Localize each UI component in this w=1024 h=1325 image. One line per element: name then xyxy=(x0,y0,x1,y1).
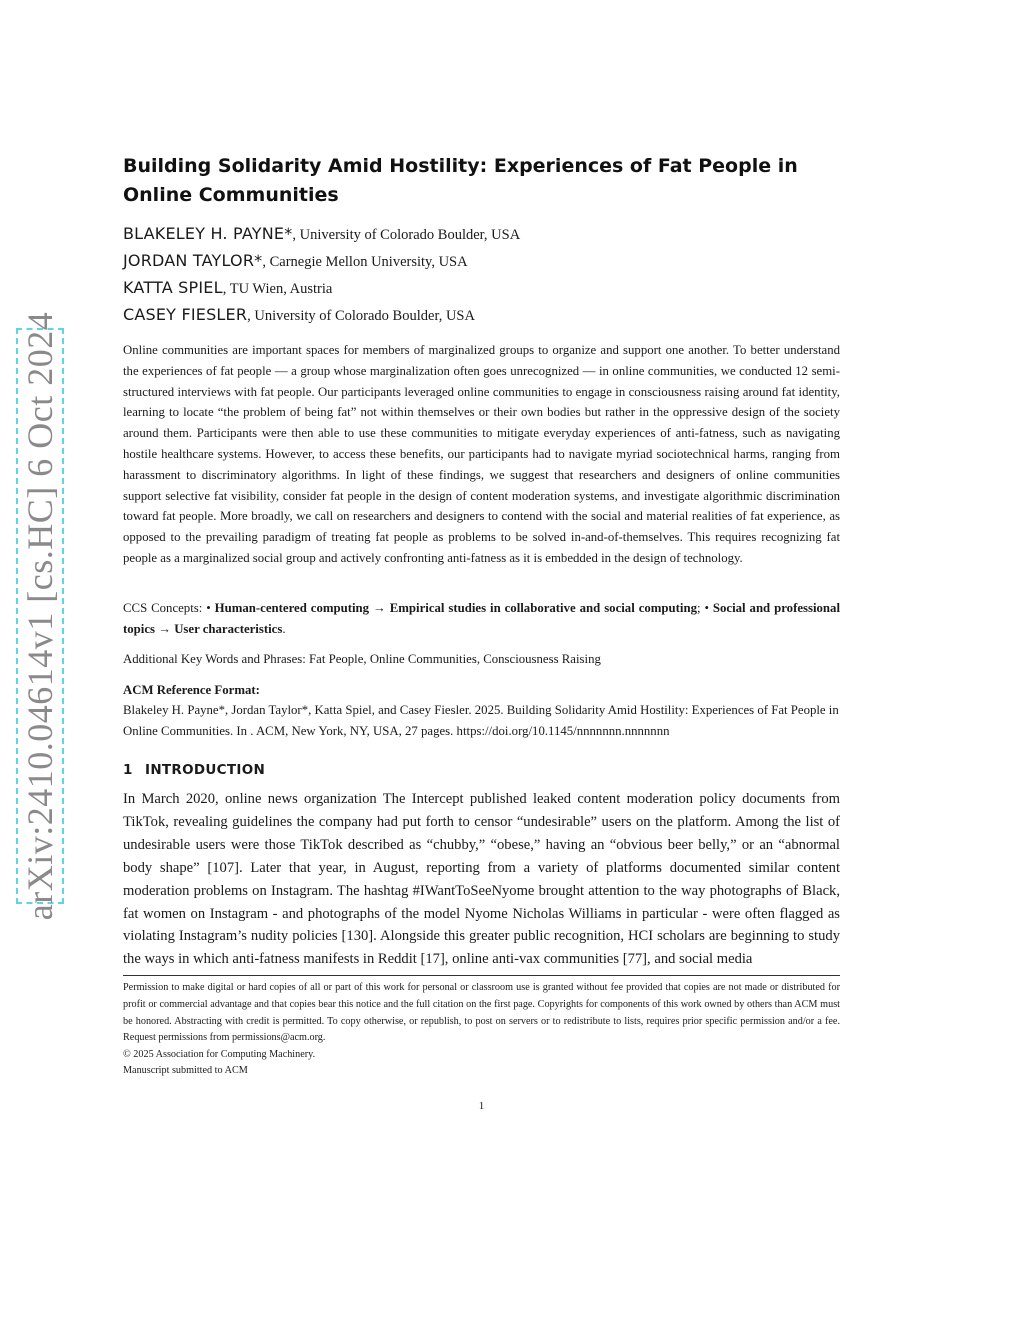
footer-divider xyxy=(123,975,840,976)
section-heading xyxy=(123,759,840,781)
author-name: JORDAN TAYLOR* xyxy=(123,251,263,270)
arxiv-stamp xyxy=(16,311,64,921)
ccs-concept-secondary: Social and professional topics → User characteristics xyxy=(123,601,840,636)
ccs-concept-primary: Human-centered computing → Empirical studies in collaborative and social computing xyxy=(214,601,697,615)
keywords: Additional Key Words and Phrases: Fat People, Online Communities, Consciousness Raising xyxy=(123,652,601,666)
reference-format-heading: ACM Reference Format: xyxy=(123,683,260,697)
page-number: 1 xyxy=(478,1100,485,1112)
section-title: INTRODUCTION xyxy=(145,762,266,778)
author-entry xyxy=(123,303,840,330)
ccs-concepts xyxy=(123,598,840,640)
arxiv-id: arXiv:2410.04614v1 [cs.HC] 6 Oct 2024 xyxy=(20,311,61,921)
author-name: CASEY FIESLER xyxy=(123,305,248,324)
author-affiliation: , TU Wien, Austria xyxy=(222,281,333,297)
author-name: BLAKELEY H. PAYNE* xyxy=(123,224,293,243)
author-name: KATTA SPIEL xyxy=(123,278,223,297)
author-affiliation: , Carnegie Mellon University, USA xyxy=(262,254,468,270)
author-entry xyxy=(123,276,840,303)
permission-notice: Permission to make digital or hard copies of all or part of this work for personal or classroom use is granted without fee provided that copies are not made or distributed for profit or commercial advantage and that copies bear this notice and the full citation on the first page. Copyrights for components of this work owned by others than ACM must be honored. Abstracting with credit is permitted. To copy otherwise, or republish, to post on servers or to redistribute to lists, requires prior specific permission and/or a fee. Request permissions from permissions@acm.org. xyxy=(123,982,840,1044)
author-entry xyxy=(123,222,840,249)
copyright-notice: © 2025 Association for Computing Machinery. xyxy=(123,1049,316,1060)
manuscript-note: Manuscript submitted to ACM xyxy=(123,1065,248,1076)
section-number: 1 xyxy=(123,762,133,778)
author-list xyxy=(123,222,840,330)
reference-format-text: Blakeley H. Payne*, Jordan Taylor*, Katta Spiel, and Casey Fiesler. 2025. Building Solidarity Amid Hostility: Experiences of Fat People in Online Communities. In . ACM, New York, NY, USA, 27 pages. https://doi.org/10.1145/nnnnnnn.nnnnnnn xyxy=(123,703,839,738)
abstract: Online communities are important spaces for members of marginalized groups to organize and support one another. To better understand the experiences of fat people — a group whose marginalization often goes unrecognized — in online communities, we conducted 12 semi-structured interviews with fat people. Our participants leveraged online communities to engage in consciousness raising around fat identity, learning to locate “the problem of being fat” not within themselves or their own bodies but rather in the oppressive design of the society around them. Participants were then able to use these communities to mitigate everyday experiences of anti-fatness, such as navigating hostile healthcare systems. However, to access these benefits, our participants had to navigate myriad sociotechnical harms, ranging from harassment to discriminatory algorithms. In light of these findings, we suggest that researchers and designers of online communities support selective fat visibility, consider fat people in the design of content moderation systems, and investigate algorithmic discrimination toward fat people. More broadly, we call on researchers and designers to contend with the social and material realities of fat experience, as opposed to the prevailing paradigm of treating fat people as problems to be solved in-and-of-themselves. This requires recognizing fat people as a marginalized social group and actively confronting anti-fatness as it is embedded in the design of technology. xyxy=(123,343,840,565)
paper-title: Building Solidarity Amid Hostility: Experiences of Fat People in Online Communities xyxy=(123,155,798,206)
ccs-label: CCS Concepts: • xyxy=(123,601,215,615)
intro-paragraph: In March 2020, online news organization The Intercept published leaked content moderation policy documents from TikTok, revealing guidelines the company had put forth to censor “undesirable” users on the platform. Among the list of undesirable users were those TikTok described as “chubby,” “obese,” having an “obvious beer belly,” or an “abnormal body shape” [107]. Later that year, in August, reporting from a variety of platforms documented similar content moderation problems on Instagram. The hashtag #IWantToSeeNyome brought attention to the way photographs of Black, fat women on Instagram - and photographs of the model Nyome Nicholas Williams in particular - were often flagged as violating Instagram’s nudity policies [130]. Alongside this greater public recognition, HCI scholars are beginning to study the ways in which anti-fatness manifests in Reddit [17], online anti-vax communities [77], and social media xyxy=(123,791,840,968)
author-affiliation: , University of Colorado Boulder, USA xyxy=(292,227,521,243)
ccs-end: . xyxy=(282,622,286,636)
ccs-separator: ; • xyxy=(697,601,713,615)
author-affiliation: , University of Colorado Boulder, USA xyxy=(247,308,475,324)
author-entry xyxy=(123,249,840,276)
